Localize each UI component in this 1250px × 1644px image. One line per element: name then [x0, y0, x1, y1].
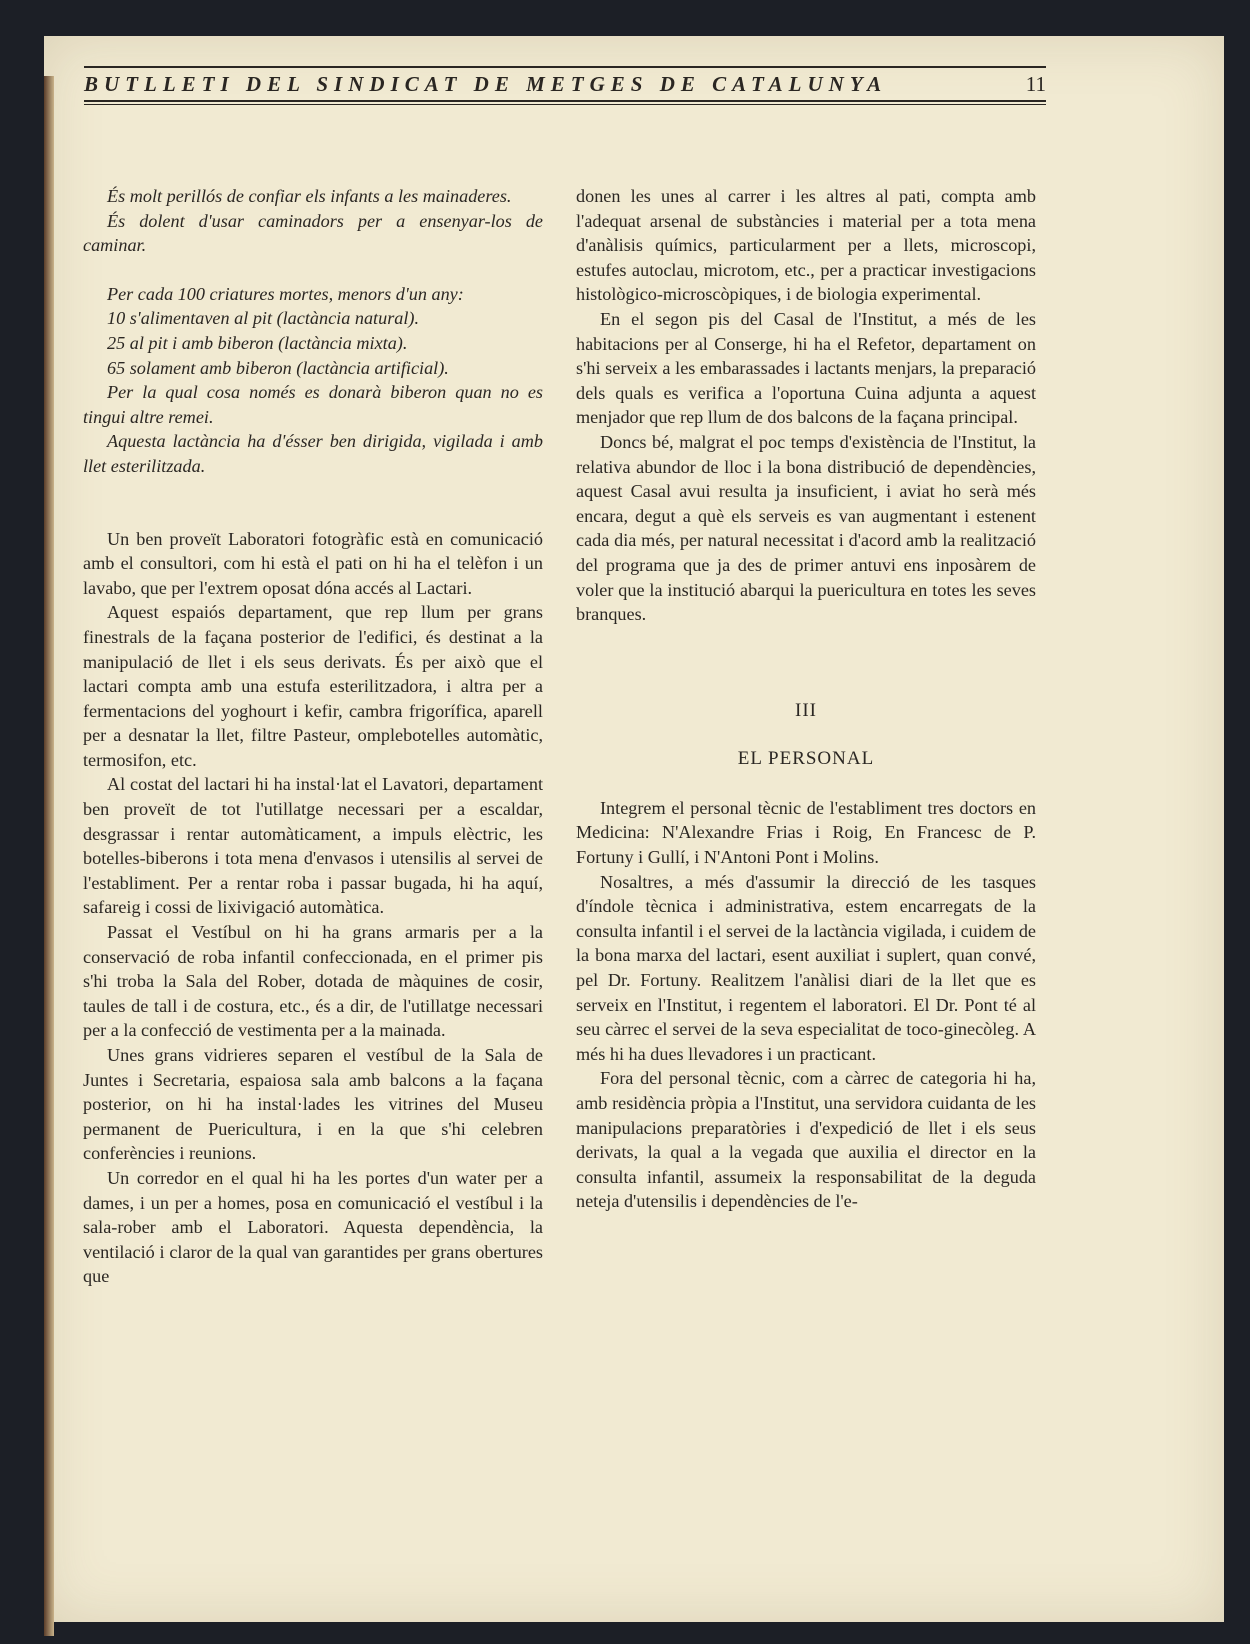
left-column	[83, 184, 543, 1289]
body-paragraph: Al costat del lactari hi ha instal·lat el Lavatori, departament ben proveït de tot l'utillatge necessari per a escaldar, desgrassar i rentar automàticament, a impuls elèctric, les botelles-biberons i tota mena d'envasos i utensilis al servei de l'establiment. Per a rentar roba i passar bugada, hi ha aquí, safareig i cossi de lixivigació automàtica.	[83, 774, 543, 918]
body-paragraph: Integrem el personal tècnic de l'establiment tres doctors en Medicina: N'Alexandre Frias i Roig, En Francesc de P. Fortuny i Gullí, i N'Antoni Pont i Molins.	[576, 797, 1036, 868]
right-column	[576, 184, 1036, 1214]
stat-line: 10 s'alimentaven al pit (lactància natural).	[107, 308, 420, 329]
body-paragraph: Aquest espaiós departament, que rep llum per grans finestrals de la façana posterior de l'edifici, és destinat a la manipulació de llet i els seus derivats. És per això que el lactari compta amb una estufa esterilitzadora, i altra per a fermentacions del yoghourt i kefir, cambra frigorífica, aparell per a desnatar la llet, filtre Pasteur, omplebotelles automàtic, termosifon, etc.	[83, 602, 543, 770]
body-paragraph: Un ben proveït Laboratori fotogràfic està en comunicació amb el consultori, com hi està el pati on hi ha el telèfon i un lavabo, que per l'extrem oposat dóna accés al Lactari.	[83, 528, 543, 598]
running-header	[84, 66, 1046, 105]
stats-conclusion: Per la qual cosa només es donarà biberon quan no es tingui altre remei.	[83, 382, 543, 427]
body-paragraph: Doncs bé, malgrat el poc temps d'existència de l'Institut, la relativa abundor de lloc i la bona distribució de dependències, aquest Casal avui resulta ja insuficient, i aviat ho serà més encara, degut a què els serveis es van augmentant i estenent cada dia més, per natural necessitat i d'acord amb la realització del programa que ja des de primer antuvi ens inposàrem de voler que la institució abarqui la puericultura en totes les seves branques.	[576, 431, 1036, 625]
mortality-stats	[83, 282, 543, 479]
stat-line: 25 al pit i amb biberon (lactància mixta).	[107, 332, 408, 353]
stat-line: 65 solament amb biberon (lactància artificial).	[107, 357, 449, 378]
body-paragraph: Un corredor en el qual hi ha les portes d'un water per a dames, i un per a homes, posa en comunicació el vestíbul i la sala-rober amb el Laboratori. Aquesta dependència, la ventilació i claror de la qual van garantides per grans obertures que	[83, 1167, 543, 1287]
stats-intro: Per cada 100 criatures mortes, menors d'un any:	[107, 283, 464, 304]
section-number: III	[795, 699, 817, 721]
advice-line: És molt perillós de confiar els infants a les mainaderes.	[107, 186, 512, 206]
body-paragraph: Nosaltres, a més d'assumir la direcció de les tasques d'índole tècnica i administrativa, estem encarregats de la consulta infantil i el servei de la lactància vigilada, i cuidem de la bona marxa del lactari, esent auxiliat i suplert, quan convé, pel Dr. Fortuny. Realitzem l'anàlisi diari de la llet que es serveix en l'Institut, i regentem el laboratori. El Dr. Pont té al seu càrrec el servei de la seva especialitat de toco-ginecòleg. A més hi ha dues llevadores i un practicant.	[576, 871, 1036, 1064]
section-title: EL PERSONAL	[737, 748, 875, 770]
page-number: 11	[1025, 72, 1046, 96]
header-bottom-rule	[84, 100, 1046, 102]
header-bottom-rule-thin	[84, 104, 1046, 105]
body-paragraph: donen les unes al carrer i les altres al pati, compta amb l'adequat arsenal de substàncies i material per a tota mena d'anàlisis químics, particularment per a llets, microscopi, estufes autoclau, microtom, etc., per a practicar investigacions histològico-microscòpiques, i de biologia experimental.	[576, 186, 1036, 305]
journal-title: BUTLLETI DEL SINDICAT DE METGES DE CATALUNYA	[84, 72, 888, 96]
page-binding-edge	[44, 76, 54, 1636]
header-row	[84, 68, 1046, 100]
advice-line: És dolent d'usar caminadors per a ensenyar-los de caminar.	[83, 210, 543, 256]
body-paragraph: Unes grans vidrieres separen el vestíbul de la Sala de Juntes i Secretaria, espaiosa sala amb balcons a la façana posterior, on hi ha instal·lades les vitrines del Museu permanent de Puericultura, i en la que s'hi celebren conferències i reunions.	[83, 1045, 543, 1164]
body-paragraph: En el segon pis del Casal de l'Institut, a més de les habitacions per al Conserge, hi ha el Refetor, departament on s'hi serveix a les embarassades i lactants menjars, la preparació dels quals es verifica a l'oportuna Cuina adjunta a aquest menjador que rep llum de dos balcons de la façana principal.	[576, 308, 1036, 428]
body-paragraph: Passat el Vestíbul on hi ha grans armaris per a la conservació de roba infantil confeccionada, en el primer pis s'hi troba la Sala del Rober, dotada de màquines de cosir, taules de tall i de costura, etc., és a dir, de l'utillatge necessari per a la confecció de vestimenta per a la mainada.	[83, 922, 543, 1041]
stats-conclusion: Aquesta lactància ha d'ésser ben dirigida, vigilada i amb llet esterilitzada.	[83, 431, 543, 476]
body-paragraph: Fora del personal tècnic, com a càrrec de categoria hi ha, amb residència pròpia a l'Institut, una servidora cuidanta de les manipulacions preparatòries i d'expedició de llet i els seus derivats, la qual a la vegada que auxilia el director en la consulta infantil, assumeix la responsabilitat de la deguda neteja d'utensilis i dependències de l'e-	[576, 1068, 1036, 1212]
